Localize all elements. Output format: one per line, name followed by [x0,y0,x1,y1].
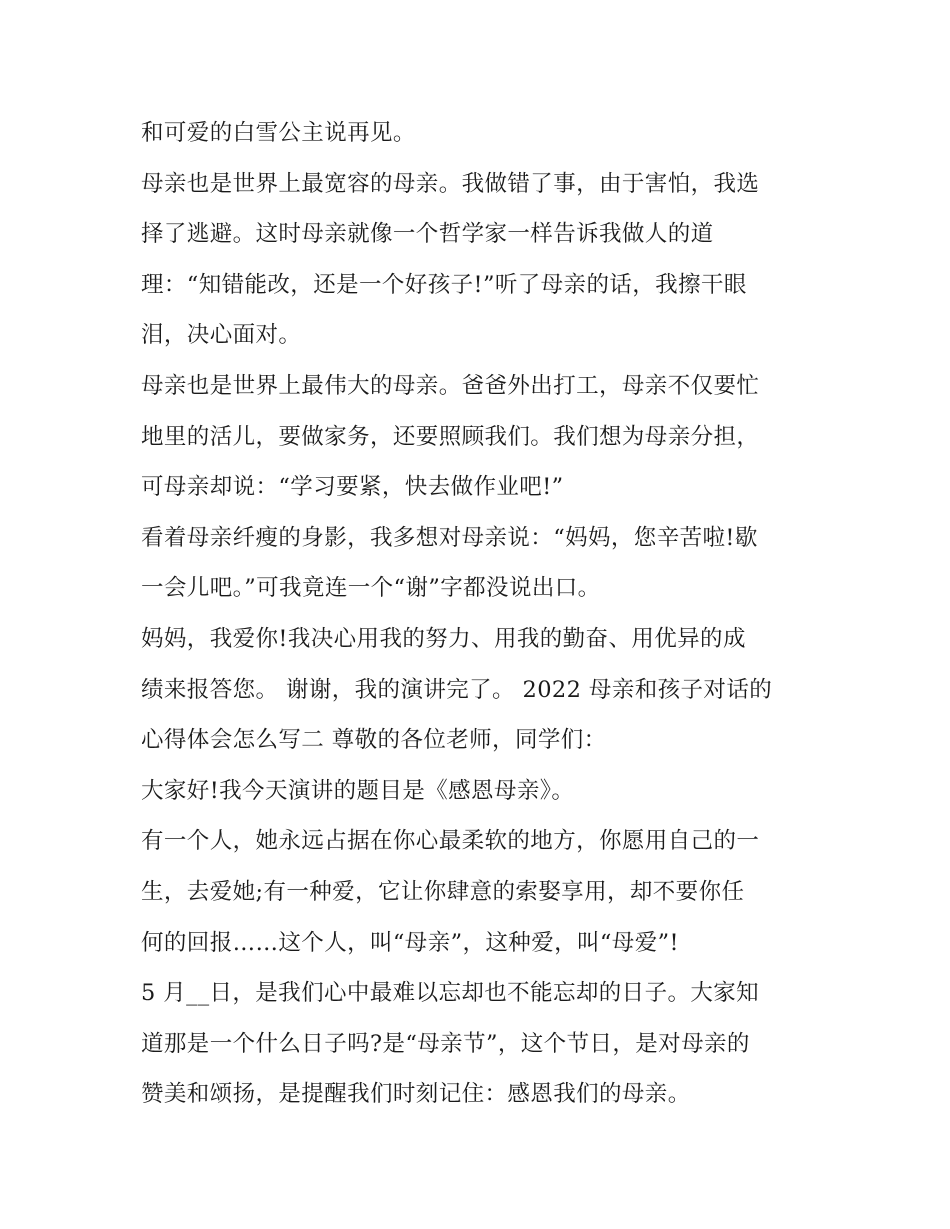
document-body-text [141,108,811,1120]
text-line: 理：“知错能改，还是一个好孩子!”听了母亲的话，我擦干眼 [141,271,747,298]
text-line: 和可爱的白雪公主说再见。 [141,120,416,146]
text-line: 母亲也是世界上最伟大的母亲。爸爸外出打工，母亲不仅要忙 [141,372,760,399]
text-line: 道那是一个什么日子吗?是“母亲节”，这个节日，是对母亲的 [141,1030,750,1057]
text-line: 心得体会怎么写二 尊敬的各位老师，同学们： [141,727,607,754]
text-line: 何的回报……这个人，叫“母亲”，这种爱，叫“母爱”! [141,929,679,956]
text-line: 地里的活儿，要做家务，还要照顾我们。我们想为母亲分担， [141,423,760,450]
text-line: 泪，决心面对。 [141,322,302,349]
text-line: 择了逃避。这时母亲就像一个哲学家一样告诉我做人的道 [141,221,714,248]
text-line: 绩来报答您。 谢谢，我的演讲完了。 2022 母亲和孩子对话的 [141,676,773,703]
text-line: 看着母亲纤瘦的身影，我多想对母亲说：“妈妈，您辛苦啦!歇 [141,524,758,551]
text-line: 大家好!我今天演讲的题目是《感恩母亲》。 [141,777,575,804]
text-line: 5 月__日，是我们心中最难以忘却也不能忘却的日子。大家知 [141,980,760,1007]
text-line: 妈妈，我爱你!我决心用我的努力、用我的勤奋、用优异的成 [141,625,746,652]
text-line: 可母亲却说：“学习要紧，快去做作业吧!” [141,474,564,501]
text-line: 一会儿吧。”可我竟连一个“谢”字都没说出口。 [141,575,601,602]
text-line: 生，去爱她;有一种爱，它让你肆意的索娶享用，却不要你任 [141,878,745,905]
text-line: 有一个人，她永远占据在你心最柔软的地方，你愿用自己的一 [141,828,760,855]
text-line: 母亲也是世界上最宽容的母亲。我做错了事，由于害怕，我选 [141,170,760,197]
text-line: 赞美和颂扬，是提醒我们时刻记住：感恩我们的母亲。 [141,1081,691,1108]
